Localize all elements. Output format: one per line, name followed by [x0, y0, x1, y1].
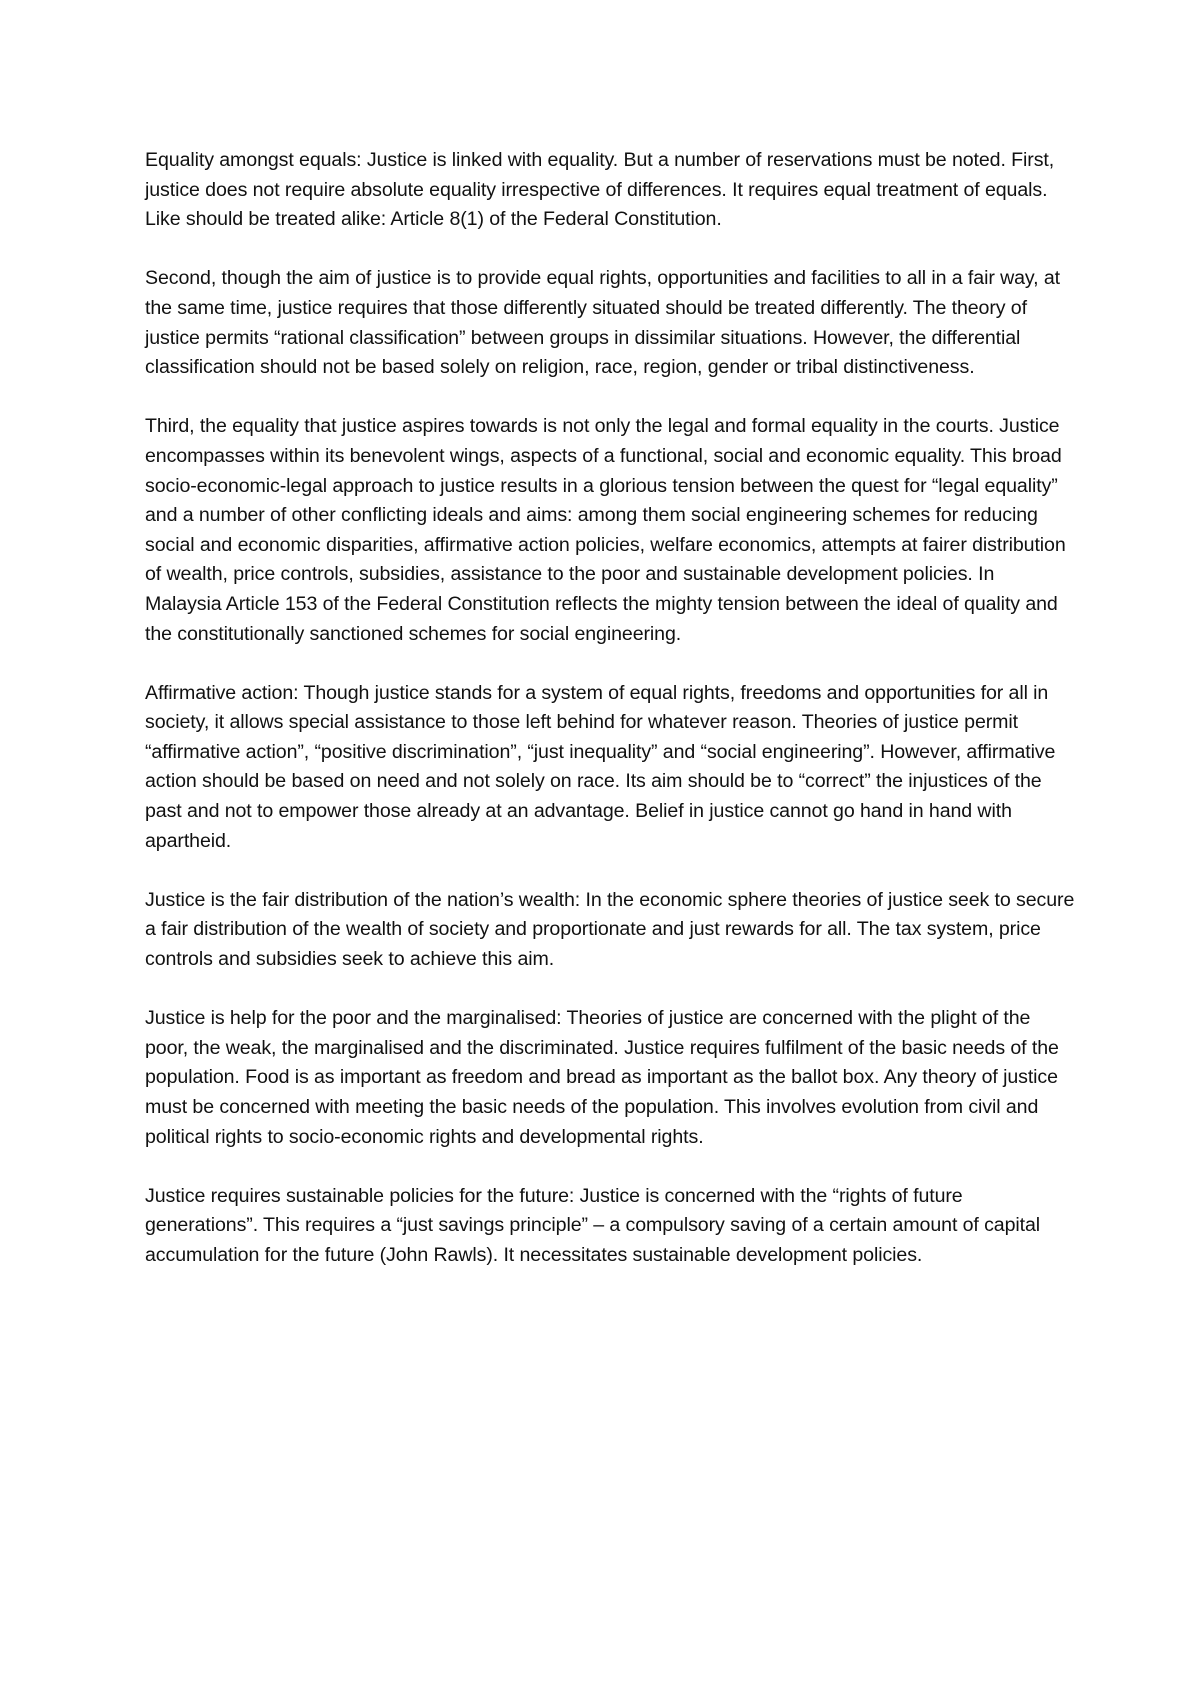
paragraph-socio-economic-equality: Third, the equality that justice aspires towards is not only the legal and formal equality in the courts. Justice encompasses within its benevolent wings, aspects of a functional, social and economic equality. This broad socio-economic-legal approach to justice results in a glorious tension between the quest for “legal equality” and a number of other conflicting ideals and aims: among them social engineering schemes for reducing social and economic disparities, affirmative action policies, welfare economics, attempts at fairer distribution of wealth, price controls, subsidies, assistance to the poor and sustainable development policies. In Malaysia Article 153 of the Federal Constitution reflects the mighty tension between the ideal of quality and the constitutionally sanctioned schemes for social engineering.	[145, 415, 1066, 645]
paragraph-affirmative-action: Affirmative action: Though justice stands for a system of equal rights, freedoms and opportunities for all in society, it allows special assistance to those left behind for whatever reason. Theories of justice permit “affirmative action”, “positive discrimination”, “just inequality” and “social engineering”. However, affirmative action should be based on need and not solely on race. Its aim should be to “correct” the injustices of the past and not to empower those already at an advantage. Belief in justice cannot go hand in hand with apartheid.	[145, 681, 1056, 852]
paragraph-fair-distribution-of-wealth: Justice is the fair distribution of the nation’s wealth: In the economic sphere theories of justice seek to secure a fair distribution of the wealth of society and proportionate and just rewards for all. The tax system, price controls and subsidies seek to achieve this aim.	[145, 888, 1075, 971]
paragraph-differential-treatment: Second, though the aim of justice is to provide equal rights, opportunities and facilities to all in a fair way, at the same time, justice requires that those differently situated should be treated differently. The theory of justice permits “rational classification” between groups in dissimilar situations. However, the differential classification should not be based solely on religion, race, region, gender or tribal distinctiveness.	[145, 267, 1061, 379]
paragraph-help-for-the-poor: Justice is help for the poor and the marginalised: Theories of justice are concerned with the plight of the poor, the weak, the marginalised and the discriminated. Justice requires fulfilment of the basic needs of the population. Food is as important as freedom and bread as important as the ballot box. Any theory of justice must be concerned with meeting the basic needs of the population. This involves evolution from civil and political rights to socio-economic rights and developmental rights.	[145, 1007, 1059, 1148]
document-body	[145, 146, 1075, 1271]
paragraph-equality-amongst-equals: Equality amongst equals: Justice is linked with equality. But a number of reservations must be noted. First, justice does not require absolute equality irrespective of differences. It requires equal treatment of equals. Like should be treated alike: Article 8(1) of the Federal Constitution.	[145, 149, 1055, 231]
paragraph-sustainable-policies: Justice requires sustainable policies for the future: Justice is concerned with the “rights of future generations”. This requires a “just savings principle” – a compulsory saving of a certain amount of capital accumulation for the future (John Rawls). It necessitates sustainable development policies.	[145, 1184, 1041, 1266]
